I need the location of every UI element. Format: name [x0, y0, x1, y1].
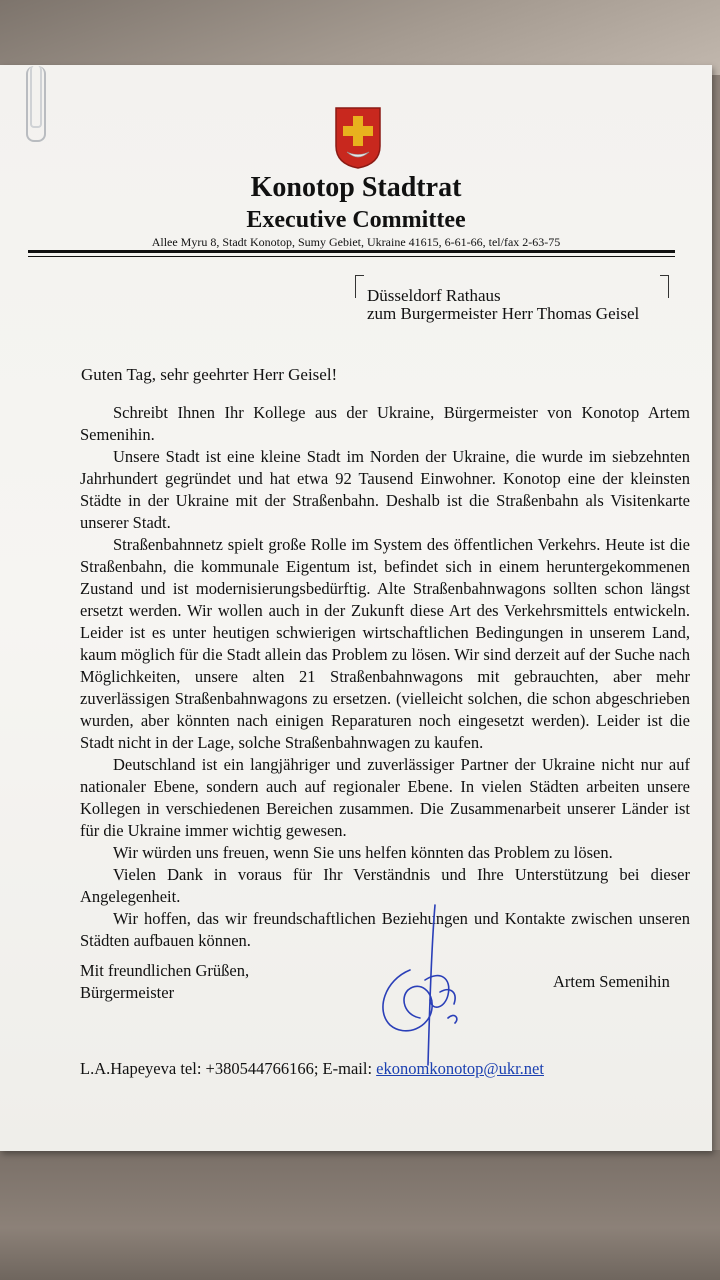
- konotop-coat-of-arms-icon: [333, 106, 383, 170]
- background-floor: [0, 1150, 720, 1280]
- paper-clip-inner: [30, 66, 42, 128]
- closing: [80, 960, 249, 1004]
- handwritten-signature-icon: [370, 900, 480, 1070]
- letterhead-subtitle: Executive Committee: [246, 207, 466, 233]
- paragraph: Schreibt Ihnen Ihr Kollege aus der Ukraine, Bürgermeister von Konotop Artem Semenihin.: [80, 403, 690, 444]
- letterhead-rule-thin: [28, 256, 675, 257]
- signer-name: Artem Semenihin: [553, 972, 670, 991]
- footer-contact: [80, 1059, 544, 1079]
- contact-line: L.A.Hapeyeva tel: +380544766166; E-mail:: [80, 1059, 377, 1078]
- paragraph: Wir hoffen, das wir freundschaftlichen Beziehungen und Kontakte zwischen unseren Städten aufbauen können.: [80, 909, 690, 950]
- email-link[interactable]: ekonomkonotop@ukr.net: [376, 1059, 544, 1078]
- recipient-line-2: zum Burgermeister Herr Thomas Geisel: [367, 304, 640, 323]
- greeting: Guten Tag, sehr geehrter Herr Geisel!: [81, 365, 338, 384]
- closing-greeting: Mit freundlichen Grüßen,: [80, 961, 250, 980]
- letterhead-address: Allee Myru 8, Stadt Konotop, Sumy Gebiet, Ukraine 41615, 6-61-66, tel/fax 2-63-75: [151, 235, 561, 249]
- letterhead-rule-thick: [28, 250, 675, 253]
- recipient-bracket-left: [355, 275, 364, 298]
- recipient-line-1: Düsseldorf Rathaus: [367, 286, 501, 305]
- letterhead-title: Konotop Stadtrat: [250, 172, 462, 203]
- paragraph: Vielen Dank in voraus für Ihr Verständnis und Ihre Unterstützung bei dieser Angelegenheit.: [80, 865, 690, 906]
- paragraph: Wir würden uns freuen, wenn Sie uns helfen könnten das Problem zu lösen.: [113, 843, 613, 862]
- paragraph: Deutschland ist ein langjähriger und zuverlässiger Partner der Ukraine nicht nur auf nationaler Ebene, sondern auch auf regionaler Ebene. In vielen Städten arbeiten unsere Kollegen in verschiedenen Bereichen zusammen. Die Zusammenarbeit unserer Länder ist für die Ukraine immer wichtig gewesen.: [80, 755, 690, 840]
- background-table: [0, 0, 720, 75]
- paragraph: Straßenbahnnetz spielt große Rolle im System des öffentlichen Verkehrs. Heute ist die Straßenbahn, die kommunale Eigentum ist, befindet sich in einem heruntergekommenen Zustand und ist modernisierungsbedürftig. Alte Straßenbahnwagons sollten schon längst ersetzt werden. Wir wollen auch in der Zukunft diese Art des Verkehrsmittels entwickeln. Leider ist es unter heutigen schwierigen wirtschaftlichen Bedingungen in unserem Land, kaum möglich für die Stadt allein das Problem zu lösen. Wir sind derzeit auf der Suche nach Möglichkeiten, unsere alten 21 Straßenbahnwagons mit gebrauchten, aber mehr zuverlässigen Straßenbahnwagons zu ersetzen. (vielleicht solchen, die schon abgeschrieben wurden, aber könnten nach einigen Reparaturen noch eingesetzt werden). Leider ist die Stadt nicht in der Lage, solche Straßenbahnwagen zu kaufen.: [80, 535, 690, 752]
- closing-title: Bürgermeister: [80, 983, 175, 1002]
- recipient-bracket-right: [660, 275, 669, 298]
- paragraph: Unsere Stadt ist eine kleine Stadt im Norden der Ukraine, die wurde im siebzehnten Jahrhundert gegründet und hat etwa 92 Tausend Einwohner. Konotop eine der kleinsten Städte in der Ukraine mit der Straßenbahn. Deshalb ist die Straßenbahn als Visitenkarte unserer Stadt.: [80, 447, 690, 532]
- letter-body: [80, 402, 690, 952]
